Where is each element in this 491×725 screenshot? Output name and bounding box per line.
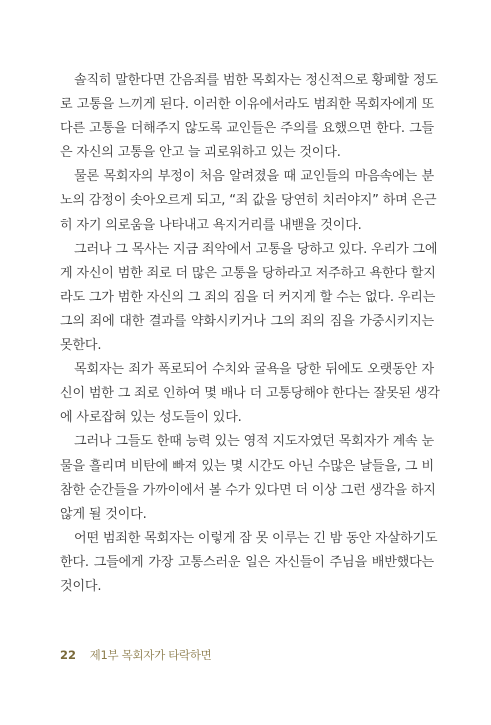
text-line: 물을 흘리며 비탄에 빠져 있는 몇 시간도 아닌 수많은 날들을, 그 비	[60, 458, 434, 474]
text-line: 그러나 그 목사는 지금 죄악에서 고통을 당하고 있다. 우리가 그에	[74, 241, 438, 257]
body-text	[60, 69, 440, 599]
text-line: 않게 될 것이다.	[60, 506, 147, 522]
text-line: 것이다.	[60, 578, 102, 594]
text-line: 솔직히 말한다면 간음죄를 범한 목회자는 정신적으로 황폐할 정도	[74, 73, 438, 88]
text-line: 신이 범한 그 죄로 인하여 몇 배나 더 고통당해야 한다는 잘못된 생각	[60, 386, 440, 402]
page-footer	[60, 647, 212, 663]
text-line: 노의 감정이 솟아오르게 되고, “죄 값을 당연히 치러야지” 하며 은근	[60, 193, 437, 209]
text-line: 한다. 그들에게 가장 고통스러운 일은 자신들이 주님을 배반했다는	[60, 554, 434, 570]
text-line: 게 자신이 범한 죄로 더 많은 고통을 당하라고 저주하고 욕한다 할지	[60, 265, 436, 281]
text-line: 다른 고통을 더해주지 않도록 교인들은 주의를 요했으면 한다. 그들	[60, 121, 434, 137]
text-line: 그의 죄에 대한 결과를 약화시키거나 그의 죄의 짐을 가중시키지는	[60, 313, 434, 329]
text-line: 라도 그가 범한 자신의 그 죄의 짐을 더 커지게 할 수는 없다. 우리는	[60, 289, 436, 305]
text-line: 로 고통을 느끼게 된다. 이러한 이유에서라도 범죄한 목회자에게 또	[60, 97, 434, 113]
text-line: 참한 순간들을 가까이에서 볼 수가 있다면 더 이상 그런 생각을 하지	[60, 482, 436, 498]
text-line: 에 사로잡혀 있는 성도들이 있다.	[60, 410, 242, 426]
text-line: 어떤 범죄한 목회자는 이렇게 잠 못 이루는 긴 밤 동안 자살하기도	[74, 530, 438, 546]
page-number: 22	[60, 648, 77, 662]
text-line: 못한다.	[60, 338, 102, 354]
running-head: 제1부 목회자가 타락하면	[89, 648, 212, 662]
text-line: 은 자신의 고통을 안고 늘 괴로워하고 있는 것이다.	[60, 145, 341, 161]
text-line: 물론 목회자의 부정이 처음 알려졌을 때 교인들의 마음속에는 분	[74, 169, 434, 185]
text-line: 히 자기 의로움을 나타내고 욕지거리를 내밷을 것이다.	[60, 217, 362, 233]
text-line: 목회자는 죄가 폭로되어 수치와 굴욕을 당한 뒤에도 오랫동안 자	[74, 362, 434, 378]
text-line: 그러나 그들도 한때 능력 있는 영적 지도자였던 목회자가 계속 눈	[74, 434, 434, 450]
